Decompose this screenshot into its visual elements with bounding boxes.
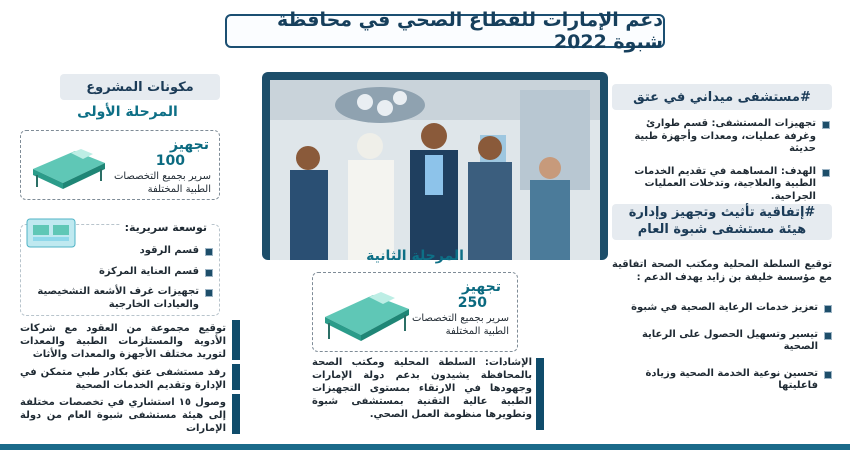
accent-bar [232,364,240,390]
list-item [612,118,830,156]
phase2-title: المرحلة الثانية [366,248,464,264]
list-item-label: تيسير وتسهيل الحصول على الرعاية الصحية [641,328,818,352]
agreement-list [612,302,832,393]
list-item-label: الهدف: المساهمة في تقديم الخدمات الطبية والعلاجية، وتدخلات العمليات الجراحية. [634,165,816,202]
bullet-icon [824,332,832,340]
guidance-paragraph: الإشادات: السلطة المحلية ومكتب الصحة بالمحافظة يشيدون بدعم دولة الإمارات وجهودها في الارتقاء بمستوى التجهيزات الطبية عالية التقنية بمستشفى شبوة وتطويرها منظومة العمل الصحي. [312,357,532,420]
list-item-label: تعزيز خدمات الرعاية الصحية في شبوة [631,302,818,313]
list-item-label: تجهيزات غرف الأشعة التشخيصية والعيادات الخارجية [37,286,199,310]
list-item [612,329,832,354]
operating-room-photo [270,80,600,260]
phase1-title: المرحلة الأولى [77,104,178,120]
accent-bar [536,358,544,430]
list-item-label: تحسين نوعية الخدمة الصحية وزيادة فاعليتها [645,367,818,391]
expansion-card [20,221,220,316]
phase1-bed-count: 100 [155,153,185,169]
list-item [612,368,832,393]
phase1-bed-card [20,130,220,200]
phase1-bed-text: سرير بجميع التخصصات [113,171,211,182]
phase2-bed-label: تجهيز [461,279,501,295]
contracts-paragraph: توقيع مجموعة من العقود مع شركات الأدوية والمستلزمات الطبية والمعدات لتوريد مختلف الأجهزة والمعدات والأثاث [20,323,226,360]
bullet-icon [205,248,213,256]
phase2-bed-text2: الطبية المختلفة [445,325,509,337]
list-item-label: قسم الرقود [139,245,199,256]
list-item [25,245,213,258]
bullet-icon [205,289,213,297]
accent-bar [232,394,240,434]
list-item [612,302,832,315]
phase2-bed-count: 250 [457,295,487,311]
bullet-icon [205,269,213,277]
phase1-bed-text2: الطبية المختلفة [147,183,211,195]
phase2-bed-card [312,272,518,352]
staff-paragraph: رفد مستشفى عتق بكادر طبي متمكن في الإدارة وتقديم الخدمات الصحية [20,367,226,391]
list-item-label: قسم العناية المركزة [98,265,199,277]
accent-bar [232,320,240,360]
bullet-icon [822,169,830,177]
list-item [25,286,213,311]
list-item [612,166,830,204]
expansion-list [25,245,213,311]
agreement-intro: توقيع السلطة المحلية ومكتب الصحة اتفاقية مع مؤسسة خليفة بن زايد يهدف الدعم : [612,259,832,283]
list-item [25,266,213,279]
phase2-bed-text: سرير بجميع التخصصات [411,313,509,324]
field-hospital-list [612,118,830,203]
agreement-title: #إتفاقية تأثيث وتجهيز وإدارة هيئة مستشفى شبوة العام [612,204,832,240]
bullet-icon [822,121,830,129]
bullet-icon [824,305,832,313]
consultants-paragraph: وصول ١٥ استشاري في تخصصات مختلفة إلى هيئة مستشفى شبوة العام من دولة الإمارات [20,397,226,434]
footer-strip [0,444,850,450]
list-item-label: تجهيزات المستشفى: قسم طوارئ وغرفة عمليات، ومعدات وأجهزة طبية حديثة [634,118,816,154]
bullet-icon [824,371,832,379]
page-title: دعم الإمارات للقطاع الصحي في محافظة شبوة 2022 [225,14,665,48]
project-components-title: مكونات المشروع [60,74,220,100]
field-hospital-title: #مستشفى ميداني في عتق [612,84,832,110]
expansion-title: توسعة سريرية: [121,221,211,234]
phase1-bed-label: تجهيز [169,137,209,153]
